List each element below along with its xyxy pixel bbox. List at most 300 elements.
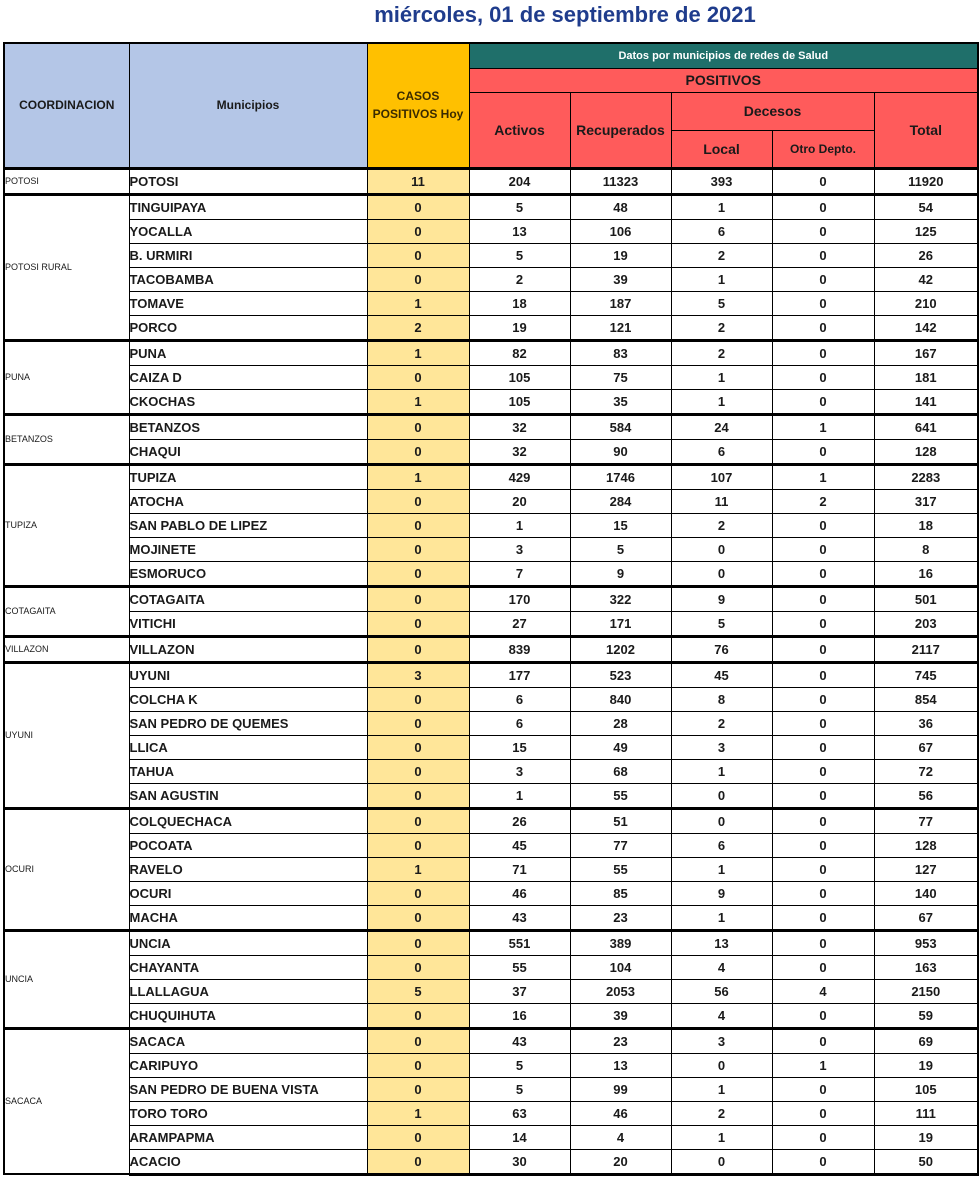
otro-cell: 0	[772, 267, 874, 291]
municipio-cell: SAN PABLO DE LIPEZ	[129, 513, 367, 537]
table-row	[4, 808, 978, 833]
hoy-cell: 0	[367, 808, 469, 833]
municipio-cell: ARAMPAPMA	[129, 1125, 367, 1149]
total-cell: 167	[874, 340, 978, 365]
otro-cell: 0	[772, 389, 874, 414]
local-cell: 3	[671, 735, 772, 759]
municipio-cell: ACACIO	[129, 1149, 367, 1174]
recuperados-cell: 2053	[570, 979, 671, 1003]
total-cell: 54	[874, 194, 978, 219]
table-row	[4, 636, 978, 662]
municipio-cell: TOMAVE	[129, 291, 367, 315]
table-row	[4, 687, 978, 711]
activos-cell: 45	[469, 833, 570, 857]
activos-cell: 204	[469, 168, 570, 194]
local-cell: 0	[671, 537, 772, 561]
table-row	[4, 611, 978, 636]
hoy-cell: 0	[367, 586, 469, 611]
local-cell: 1	[671, 267, 772, 291]
otro-cell: 1	[772, 414, 874, 439]
hoy-cell: 0	[367, 955, 469, 979]
local-cell: 8	[671, 687, 772, 711]
table-row	[4, 389, 978, 414]
header-otro-depto: Otro Depto.	[772, 130, 874, 168]
otro-cell: 0	[772, 219, 874, 243]
table-row	[4, 586, 978, 611]
otro-cell: 0	[772, 1028, 874, 1053]
header-positivos: POSITIVOS	[469, 68, 978, 92]
local-cell: 107	[671, 464, 772, 489]
hoy-cell: 3	[367, 662, 469, 687]
otro-cell: 0	[772, 636, 874, 662]
recuperados-cell: 9	[570, 561, 671, 586]
municipio-cell: YOCALLA	[129, 219, 367, 243]
local-cell: 2	[671, 1101, 772, 1125]
local-cell: 0	[671, 1149, 772, 1174]
recuperados-cell: 13	[570, 1053, 671, 1077]
hoy-cell: 0	[367, 414, 469, 439]
header-casos-hoy-label: CASOS POSITIVOS Hoy	[372, 89, 464, 122]
activos-cell: 37	[469, 979, 570, 1003]
total-cell: 18	[874, 513, 978, 537]
total-cell: 317	[874, 489, 978, 513]
table-row	[4, 168, 978, 194]
total-cell: 50	[874, 1149, 978, 1174]
table-row	[4, 1053, 978, 1077]
local-cell: 76	[671, 636, 772, 662]
header-coordinacion: COORDINACION	[4, 43, 129, 168]
municipios-table	[3, 42, 979, 1176]
table-row	[4, 291, 978, 315]
total-cell: 203	[874, 611, 978, 636]
otro-cell: 0	[772, 881, 874, 905]
total-cell: 26	[874, 243, 978, 267]
hoy-cell: 2	[367, 315, 469, 340]
local-cell: 1	[671, 389, 772, 414]
local-cell: 1	[671, 1077, 772, 1101]
municipio-cell: CARIPUYO	[129, 1053, 367, 1077]
recuperados-cell: 55	[570, 857, 671, 881]
table-row	[4, 711, 978, 735]
hoy-cell: 0	[367, 1077, 469, 1101]
hoy-cell: 0	[367, 489, 469, 513]
activos-cell: 5	[469, 1053, 570, 1077]
activos-cell: 55	[469, 955, 570, 979]
recuperados-cell: 1202	[570, 636, 671, 662]
recuperados-cell: 187	[570, 291, 671, 315]
local-cell: 13	[671, 930, 772, 955]
table-row	[4, 1125, 978, 1149]
hoy-cell: 0	[367, 365, 469, 389]
total-cell: 128	[874, 833, 978, 857]
municipio-cell: PUNA	[129, 340, 367, 365]
recuperados-cell: 584	[570, 414, 671, 439]
activos-cell: 5	[469, 1077, 570, 1101]
activos-cell: 105	[469, 389, 570, 414]
local-cell: 1	[671, 759, 772, 783]
otro-cell: 1	[772, 464, 874, 489]
otro-cell: 0	[772, 759, 874, 783]
otro-cell: 0	[772, 513, 874, 537]
recuperados-cell: 840	[570, 687, 671, 711]
total-cell: 67	[874, 735, 978, 759]
otro-cell: 0	[772, 439, 874, 464]
municipio-cell: TAHUA	[129, 759, 367, 783]
table-row	[4, 930, 978, 955]
total-cell: 163	[874, 955, 978, 979]
recuperados-cell: 1746	[570, 464, 671, 489]
local-cell: 9	[671, 586, 772, 611]
recuperados-cell: 83	[570, 340, 671, 365]
total-cell: 142	[874, 315, 978, 340]
table-row	[4, 1149, 978, 1174]
municipio-cell: MACHA	[129, 905, 367, 930]
page-title: miércoles, 01 de septiembre de 2021	[374, 2, 756, 27]
hoy-cell: 0	[367, 687, 469, 711]
municipio-cell: CHAQUI	[129, 439, 367, 464]
total-cell: 16	[874, 561, 978, 586]
activos-cell: 18	[469, 291, 570, 315]
local-cell: 1	[671, 857, 772, 881]
otro-cell: 0	[772, 735, 874, 759]
otro-cell: 0	[772, 340, 874, 365]
municipio-cell: UNCIA	[129, 930, 367, 955]
local-cell: 24	[671, 414, 772, 439]
recuperados-cell: 23	[570, 1028, 671, 1053]
municipio-cell: BETANZOS	[129, 414, 367, 439]
total-cell: 141	[874, 389, 978, 414]
table-row	[4, 315, 978, 340]
recuperados-cell: 75	[570, 365, 671, 389]
total-cell: 8	[874, 537, 978, 561]
municipio-cell: TORO TORO	[129, 1101, 367, 1125]
hoy-cell: 0	[367, 759, 469, 783]
table-row	[4, 267, 978, 291]
municipio-cell: CHUQUIHUTA	[129, 1003, 367, 1028]
local-cell: 2	[671, 513, 772, 537]
activos-cell: 27	[469, 611, 570, 636]
coordinacion-cell: POTOSI RURAL	[4, 194, 129, 340]
local-cell: 1	[671, 905, 772, 930]
municipio-cell: SACACA	[129, 1028, 367, 1053]
activos-cell: 1	[469, 513, 570, 537]
table-row	[4, 194, 978, 219]
total-cell: 2150	[874, 979, 978, 1003]
municipio-cell: LLALLAGUA	[129, 979, 367, 1003]
recuperados-cell: 20	[570, 1149, 671, 1174]
table-row	[4, 955, 978, 979]
recuperados-cell: 77	[570, 833, 671, 857]
otro-cell: 0	[772, 315, 874, 340]
municipio-cell: COTAGAITA	[129, 586, 367, 611]
recuperados-cell: 99	[570, 1077, 671, 1101]
recuperados-cell: 106	[570, 219, 671, 243]
table-row	[4, 219, 978, 243]
otro-cell: 0	[772, 537, 874, 561]
hoy-cell: 0	[367, 513, 469, 537]
local-cell: 4	[671, 1003, 772, 1028]
activos-cell: 32	[469, 439, 570, 464]
table-row	[4, 1028, 978, 1053]
hoy-cell: 11	[367, 168, 469, 194]
header-datos: Datos por municipios de redes de Salud	[469, 43, 978, 68]
hoy-cell: 0	[367, 1003, 469, 1028]
table-row	[4, 340, 978, 365]
recuperados-cell: 171	[570, 611, 671, 636]
table-row	[4, 439, 978, 464]
local-cell: 6	[671, 833, 772, 857]
local-cell: 1	[671, 1125, 772, 1149]
hoy-cell: 1	[367, 1101, 469, 1125]
recuperados-cell: 39	[570, 267, 671, 291]
hoy-cell: 5	[367, 979, 469, 1003]
hoy-cell: 0	[367, 267, 469, 291]
hoy-cell: 0	[367, 905, 469, 930]
municipio-cell: CHAYANTA	[129, 955, 367, 979]
hoy-cell: 0	[367, 1125, 469, 1149]
municipio-cell: LLICA	[129, 735, 367, 759]
hoy-cell: 0	[367, 611, 469, 636]
hoy-cell: 0	[367, 833, 469, 857]
total-cell: 210	[874, 291, 978, 315]
table-row	[4, 881, 978, 905]
activos-cell: 6	[469, 687, 570, 711]
local-cell: 2	[671, 340, 772, 365]
total-cell: 641	[874, 414, 978, 439]
municipio-cell: SAN AGUSTIN	[129, 783, 367, 808]
table-row	[4, 735, 978, 759]
recuperados-cell: 322	[570, 586, 671, 611]
otro-cell: 0	[772, 1101, 874, 1125]
total-cell: 42	[874, 267, 978, 291]
recuperados-cell: 35	[570, 389, 671, 414]
activos-cell: 429	[469, 464, 570, 489]
municipio-cell: CAIZA D	[129, 365, 367, 389]
activos-cell: 2	[469, 267, 570, 291]
coordinacion-cell: BETANZOS	[4, 414, 129, 464]
recuperados-cell: 55	[570, 783, 671, 808]
activos-cell: 14	[469, 1125, 570, 1149]
hoy-cell: 0	[367, 194, 469, 219]
activos-cell: 3	[469, 759, 570, 783]
local-cell: 9	[671, 881, 772, 905]
local-cell: 2	[671, 243, 772, 267]
local-cell: 393	[671, 168, 772, 194]
activos-cell: 26	[469, 808, 570, 833]
recuperados-cell: 28	[570, 711, 671, 735]
total-cell: 36	[874, 711, 978, 735]
recuperados-cell: 4	[570, 1125, 671, 1149]
total-cell: 181	[874, 365, 978, 389]
otro-cell: 0	[772, 611, 874, 636]
total-cell: 501	[874, 586, 978, 611]
activos-cell: 7	[469, 561, 570, 586]
hoy-cell: 0	[367, 1053, 469, 1077]
total-cell: 127	[874, 857, 978, 881]
coordinacion-cell: POTOSI	[4, 168, 129, 194]
total-cell: 19	[874, 1053, 978, 1077]
municipio-cell: TINGUIPAYA	[129, 194, 367, 219]
municipio-cell: POTOSI	[129, 168, 367, 194]
hoy-cell: 1	[367, 291, 469, 315]
municipio-cell: TUPIZA	[129, 464, 367, 489]
activos-cell: 30	[469, 1149, 570, 1174]
activos-cell: 46	[469, 881, 570, 905]
municipio-cell: RAVELO	[129, 857, 367, 881]
coordinacion-cell: PUNA	[4, 340, 129, 414]
otro-cell: 0	[772, 808, 874, 833]
otro-cell: 0	[772, 168, 874, 194]
otro-cell: 2	[772, 489, 874, 513]
activos-cell: 3	[469, 537, 570, 561]
total-cell: 854	[874, 687, 978, 711]
header-casos-hoy	[367, 43, 469, 168]
recuperados-cell: 48	[570, 194, 671, 219]
activos-cell: 6	[469, 711, 570, 735]
municipio-cell: MOJINETE	[129, 537, 367, 561]
coordinacion-cell: TUPIZA	[4, 464, 129, 586]
otro-cell: 0	[772, 1003, 874, 1028]
total-cell: 953	[874, 930, 978, 955]
otro-cell: 0	[772, 955, 874, 979]
activos-cell: 82	[469, 340, 570, 365]
hoy-cell: 0	[367, 711, 469, 735]
table-row	[4, 1003, 978, 1028]
table-row	[4, 513, 978, 537]
table-row	[4, 662, 978, 687]
table-row	[4, 759, 978, 783]
hoy-cell: 1	[367, 389, 469, 414]
table-row	[4, 857, 978, 881]
municipio-cell: COLQUECHACA	[129, 808, 367, 833]
hoy-cell: 0	[367, 1149, 469, 1174]
total-cell: 111	[874, 1101, 978, 1125]
total-cell: 19	[874, 1125, 978, 1149]
total-cell: 2283	[874, 464, 978, 489]
local-cell: 2	[671, 711, 772, 735]
hoy-cell: 0	[367, 219, 469, 243]
activos-cell: 32	[469, 414, 570, 439]
activos-cell: 1	[469, 783, 570, 808]
municipio-cell: VITICHI	[129, 611, 367, 636]
coordinacion-cell: UNCIA	[4, 930, 129, 1028]
otro-cell: 1	[772, 1053, 874, 1077]
municipio-cell: VILLAZON	[129, 636, 367, 662]
local-cell: 5	[671, 611, 772, 636]
hoy-cell: 1	[367, 857, 469, 881]
municipio-cell: CKOCHAS	[129, 389, 367, 414]
recuperados-cell: 19	[570, 243, 671, 267]
recuperados-cell: 23	[570, 905, 671, 930]
otro-cell: 4	[772, 979, 874, 1003]
header-municipios: Municipios	[129, 43, 367, 168]
otro-cell: 0	[772, 1149, 874, 1174]
recuperados-cell: 90	[570, 439, 671, 464]
otro-cell: 0	[772, 930, 874, 955]
hoy-cell: 0	[367, 537, 469, 561]
hoy-cell: 0	[367, 881, 469, 905]
activos-cell: 20	[469, 489, 570, 513]
table-row	[4, 979, 978, 1003]
recuperados-cell: 11323	[570, 168, 671, 194]
municipio-cell: ATOCHA	[129, 489, 367, 513]
otro-cell: 0	[772, 561, 874, 586]
header-decesos: Decesos	[671, 92, 874, 130]
activos-cell: 5	[469, 194, 570, 219]
municipio-cell: ESMORUCO	[129, 561, 367, 586]
recuperados-cell: 121	[570, 315, 671, 340]
activos-cell: 43	[469, 905, 570, 930]
activos-cell: 63	[469, 1101, 570, 1125]
total-cell: 745	[874, 662, 978, 687]
local-cell: 1	[671, 194, 772, 219]
coordinacion-cell: VILLAZON	[4, 636, 129, 662]
otro-cell: 0	[772, 291, 874, 315]
otro-cell: 0	[772, 783, 874, 808]
coordinacion-cell: OCURI	[4, 808, 129, 930]
table-row	[4, 561, 978, 586]
recuperados-cell: 49	[570, 735, 671, 759]
header-activos: Activos	[469, 92, 570, 168]
local-cell: 1	[671, 365, 772, 389]
hoy-cell: 0	[367, 930, 469, 955]
activos-cell: 13	[469, 219, 570, 243]
recuperados-cell: 523	[570, 662, 671, 687]
otro-cell: 0	[772, 711, 874, 735]
municipio-cell: SAN PEDRO DE BUENA VISTA	[129, 1077, 367, 1101]
municipio-cell: OCURI	[129, 881, 367, 905]
otro-cell: 0	[772, 1077, 874, 1101]
total-cell: 140	[874, 881, 978, 905]
recuperados-cell: 46	[570, 1101, 671, 1125]
municipio-cell: TACOBAMBA	[129, 267, 367, 291]
activos-cell: 177	[469, 662, 570, 687]
activos-cell: 105	[469, 365, 570, 389]
table-row	[4, 537, 978, 561]
activos-cell: 19	[469, 315, 570, 340]
local-cell: 6	[671, 439, 772, 464]
local-cell: 0	[671, 1053, 772, 1077]
total-cell: 128	[874, 439, 978, 464]
total-cell: 125	[874, 219, 978, 243]
total-cell: 69	[874, 1028, 978, 1053]
total-cell: 105	[874, 1077, 978, 1101]
hoy-cell: 0	[367, 1028, 469, 1053]
table-row	[4, 489, 978, 513]
activos-cell: 16	[469, 1003, 570, 1028]
coordinacion-cell: UYUNI	[4, 662, 129, 808]
local-cell: 2	[671, 315, 772, 340]
municipio-cell: POCOATA	[129, 833, 367, 857]
table-row	[4, 1077, 978, 1101]
recuperados-cell: 39	[570, 1003, 671, 1028]
recuperados-cell: 5	[570, 537, 671, 561]
otro-cell: 0	[772, 905, 874, 930]
otro-cell: 0	[772, 194, 874, 219]
local-cell: 0	[671, 783, 772, 808]
local-cell: 56	[671, 979, 772, 1003]
total-cell: 56	[874, 783, 978, 808]
municipio-cell: SAN PEDRO DE QUEMES	[129, 711, 367, 735]
local-cell: 11	[671, 489, 772, 513]
activos-cell: 15	[469, 735, 570, 759]
local-cell: 6	[671, 219, 772, 243]
table-row	[4, 833, 978, 857]
coordinacion-cell: SACACA	[4, 1028, 129, 1174]
local-cell: 5	[671, 291, 772, 315]
hoy-cell: 0	[367, 243, 469, 267]
municipio-cell: UYUNI	[129, 662, 367, 687]
